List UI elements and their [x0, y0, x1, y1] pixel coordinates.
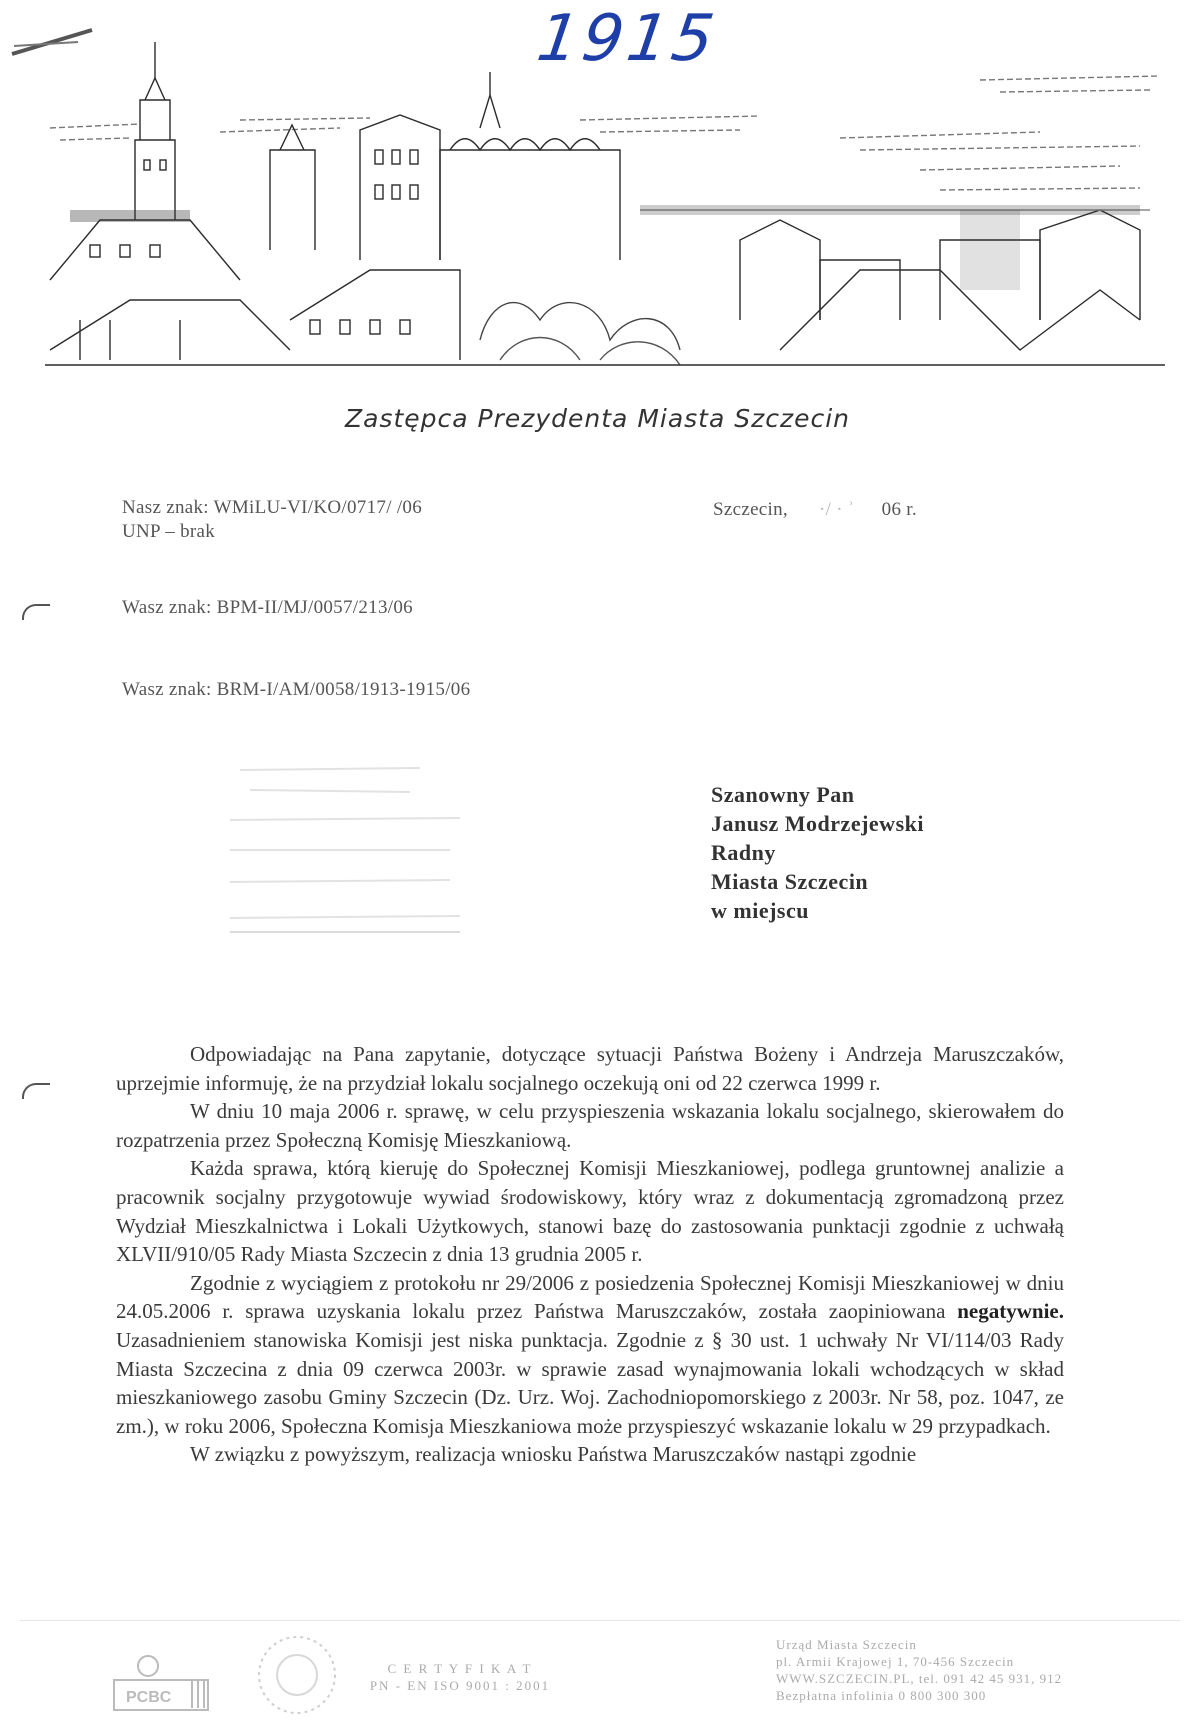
date-year: 06 r.: [881, 499, 917, 520]
recipient-salutation: Szanowny Pan: [711, 782, 855, 807]
your-reference-2: Wasz znak: BRM-I/AM/0058/1913-1915/06: [122, 679, 471, 700]
recipient-role: Radny: [711, 840, 776, 865]
logo-text: PCBC: [126, 1689, 172, 1706]
paragraph-1: Odpowiadając na Pana zapytanie, dotyczące sytuacji Państwa Bożeny i Andrzeja Maruszczaków, uprzejmie informuję, że na przydział lokalu socjalnego oczekują oni od 22 czerwca 1999 r.: [116, 1042, 1064, 1095]
office-web-phone: WWW.SZCZECIN.PL, tel. 091 42 45 931, 912: [776, 1671, 1063, 1686]
city-skyline-illustration: [40, 20, 1170, 400]
letter-body: [116, 1040, 1064, 1469]
faint-stamp-traces: [220, 750, 480, 950]
your-reference-1: Wasz znak: BPM-II/MJ/0057/213/06: [122, 597, 413, 618]
paragraph-5: W związku z powyższym, realizacja wniosku Państwa Maruszczaków nastąpi zgodnie: [190, 1442, 917, 1467]
page-title: Zastępca Prezydenta Miasta Szczecin: [344, 404, 851, 433]
certificate-number: PN - EN ISO 9001 : 2001: [369, 1678, 551, 1693]
punch-hole-mark: [22, 604, 50, 620]
our-reference: Nasz znak: WMiLU-VI/KO/0717/ /06: [122, 497, 422, 518]
paragraph-4-start: Zgodnie z wyciągiem z protokołu nr 29/2006 z posiedzenia Społecznej Komisji Mieszkaniowej w dniu 24.05.2006 r. sprawa uzyskania lokalu przez Państwa Maruszczaków, została zaopiniowana: [116, 1270, 1064, 1324]
handwritten-number: 1915: [532, 2, 723, 76]
certificate-info: [360, 1660, 560, 1694]
place-date: Szczecin, ·/ · ʾ 06 r.: [713, 499, 917, 520]
office-address: pl. Armii Krajowej 1, 70-456 Szczecin: [776, 1654, 1015, 1669]
office-contact: [776, 1636, 1062, 1704]
office-name: Urząd Miasta Szczecin: [776, 1637, 917, 1652]
footer-divider: [20, 1620, 1180, 1621]
recipient-block: [711, 780, 924, 925]
paragraph-3: Każda sprawa, którą kieruję do Społecznej Komisji Mieszkaniowej, podlega gruntownej analizie a pracownik socjalny przygotowuje wywiad środowiskowy, który wraz z dokumentacją zgromadzoną przez Wydział Mieszkalnictwa i Lokali Użytkowych, stanowi bazę do zastosowania punktacji zgodnie z uchwałą XLVII/910/05 Rady Miasta Szczecin z dnia 13 grudnia 2005 r.: [116, 1156, 1064, 1267]
recipient-location: w miejscu: [711, 898, 809, 923]
certificate-title: C E R T Y F I K A T: [387, 1661, 533, 1676]
place-label: Szczecin,: [713, 499, 788, 520]
paragraph-4-end: Uzasadnieniem stanowiska Komisji jest niska punktacja. Zgodnie z § 30 ust. 1 uchwały Nr VI/114/03 Rady Miasta Szczecina z dnia 09 czerwca 2003r. w sprawie zasad wynajmowania lokali wchodzących w skład mieszkaniowego zasobu Gminy Szczecin (Dz. Urz. Woj. Zachodniopomorskiego z 2003r. Nr 58, poz. 1047, ze zm.), w roku 2006, Społeczna Komisja Mieszkaniowa może przyspieszyć wskazanie lokalu w 29 przypadkach.: [116, 1327, 1064, 1438]
punch-hole-mark: [22, 1083, 50, 1099]
office-hotline: Bezpłatna infolinia 0 800 300 300: [776, 1688, 987, 1703]
recipient-institution: Miasta Szczecin: [711, 869, 869, 894]
paragraph-2: W dniu 10 maja 2006 r. sprawę, w celu przyspieszenia wskazania lokalu socjalnego, skierowałem do rozpatrzenia przez Społeczną Komisję Mieszkaniową.: [116, 1099, 1064, 1152]
paragraph-4: [116, 1269, 1064, 1441]
certification-seal: [252, 1630, 342, 1720]
unp-reference: UNP – brak: [122, 521, 216, 542]
pcbc-logo: [112, 1650, 212, 1716]
recipient-name: Janusz Modrzejewski: [711, 811, 924, 836]
negative-verdict: negatywnie.: [957, 1299, 1064, 1324]
